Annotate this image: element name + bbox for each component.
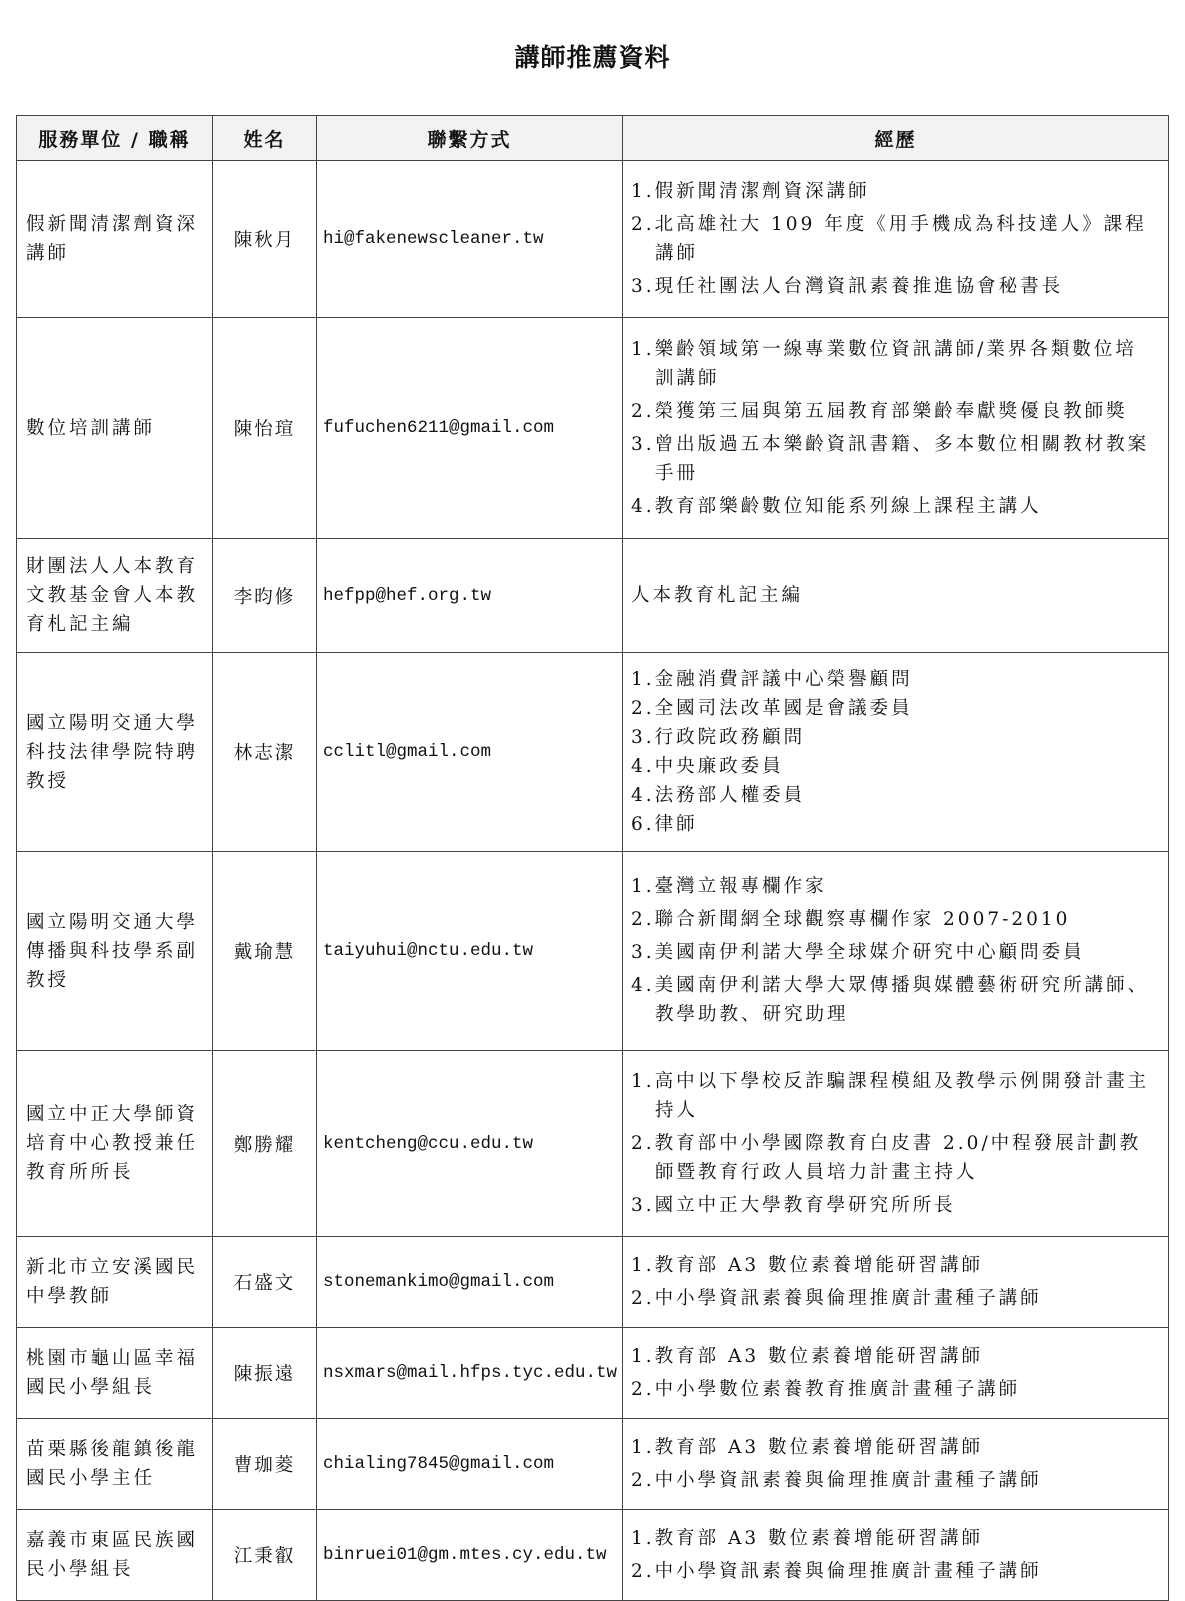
name-cell: 鄭勝耀	[213, 1051, 317, 1237]
experience-item: 2.榮獲第三屆與第五屆教育部樂齡奉獻獎優良教師獎	[631, 400, 1128, 422]
experience-item: 1.假新聞清潔劑資深講師	[631, 180, 870, 202]
table-row	[17, 161, 1169, 318]
unit-cell: 桃園市龜山區幸福國民小學組長	[17, 1328, 213, 1419]
contact-email[interactable]: taiyuhui@nctu.edu.tw	[317, 852, 623, 1051]
name-cell: 戴瑜慧	[213, 852, 317, 1051]
unit-cell: 嘉義市東區民族國民小學組長	[17, 1510, 213, 1601]
name-cell: 曹珈菱	[213, 1419, 317, 1510]
experience-item: 2.全國司法改革國是會議委員	[631, 698, 913, 719]
experience-cell	[623, 318, 1169, 539]
unit-cell: 數位培訓講師	[17, 318, 213, 539]
contact-email[interactable]: kentcheng@ccu.edu.tw	[317, 1051, 623, 1237]
contact-email[interactable]: chialing7845@gmail.com	[317, 1419, 623, 1510]
unit-cell: 新北市立安溪國民中學教師	[17, 1237, 213, 1328]
experience-cell	[623, 539, 1169, 653]
experience-text: 人本教育札記主編	[631, 585, 804, 606]
header-unit: 服務單位 / 職稱	[17, 116, 213, 161]
experience-item: 2.中小學資訊素養與倫理推廣計畫種子講師	[631, 1469, 1042, 1491]
experience-item: 1.金融消費評議中心榮譽顧問	[631, 669, 913, 690]
contact-email[interactable]: hefpp@hef.org.tw	[317, 539, 623, 653]
table-row	[17, 1510, 1169, 1601]
experience-item: 3.曾出版過五本樂齡資訊書籍、多本數位相關教材教案手冊	[631, 433, 1150, 484]
name-cell: 陳振遠	[213, 1328, 317, 1419]
experience-item: 1.教育部 A3 數位素養增能研習講師	[631, 1254, 984, 1276]
experience-item: 4.教育部樂齡數位知能系列線上課程主講人	[631, 495, 1042, 517]
table-row	[17, 852, 1169, 1051]
table-row	[17, 539, 1169, 653]
name-cell: 林志潔	[213, 653, 317, 852]
experience-cell	[623, 1328, 1169, 1419]
experience-item: 3.國立中正大學教育學研究所所長	[631, 1194, 956, 1216]
name-cell: 李昀修	[213, 539, 317, 653]
experience-item: 3.行政院政務顧問	[631, 727, 806, 748]
contact-email[interactable]: nsxmars@mail.hfps.tyc.edu.tw	[317, 1328, 623, 1419]
unit-cell: 國立陽明交通大學科技法律學院特聘教授	[17, 653, 213, 852]
experience-item: 1.教育部 A3 數位素養增能研習講師	[631, 1345, 984, 1367]
experience-item: 2.中小學數位素養教育推廣計畫種子講師	[631, 1378, 1021, 1400]
contact-email[interactable]: binruei01@gm.mtes.cy.edu.tw	[317, 1510, 623, 1601]
name-cell: 江秉叡	[213, 1510, 317, 1601]
experience-cell	[623, 1510, 1169, 1601]
unit-cell: 假新聞清潔劑資深講師	[17, 161, 213, 318]
experience-cell	[623, 852, 1169, 1051]
experience-item: 1.樂齡領域第一線專業數位資訊講師/業界各類數位培訓講師	[631, 338, 1137, 389]
experience-item: 2.中小學資訊素養與倫理推廣計畫種子講師	[631, 1287, 1042, 1309]
experience-cell	[623, 1051, 1169, 1237]
table-row	[17, 1328, 1169, 1419]
unit-cell: 苗栗縣後龍鎮後龍國民小學主任	[17, 1419, 213, 1510]
experience-cell	[623, 1237, 1169, 1328]
contact-email[interactable]: stonemankimo@gmail.com	[317, 1237, 623, 1328]
experience-item: 1.高中以下學校反詐騙課程模組及教學示例開發計畫主持人	[631, 1070, 1150, 1121]
document-title: 講師推薦資料	[514, 43, 671, 72]
experience-cell	[623, 1419, 1169, 1510]
experience-item: 6.律師	[631, 814, 698, 835]
name-cell: 陳秋月	[213, 161, 317, 318]
experience-item: 4.中央廉政委員	[631, 756, 784, 777]
experience-item: 1.教育部 A3 數位素養增能研習講師	[631, 1436, 984, 1458]
table-row	[17, 1237, 1169, 1328]
contact-email[interactable]: hi@fakenewscleaner.tw	[317, 161, 623, 318]
table-header-row	[17, 116, 1169, 161]
experience-item: 3.現任社團法人台灣資訊素養推進協會秘書長	[631, 275, 1064, 297]
experience-item: 4.法務部人權委員	[631, 785, 806, 806]
experience-item: 2.中小學資訊素養與倫理推廣計畫種子講師	[631, 1560, 1042, 1582]
table-row	[17, 653, 1169, 852]
name-cell: 陳怡瑄	[213, 318, 317, 539]
unit-cell: 財團法人人本教育文教基金會人本教育札記主編	[17, 539, 213, 653]
unit-cell: 國立陽明交通大學傳播與科技學系副教授	[17, 852, 213, 1051]
experience-cell	[623, 161, 1169, 318]
header-contact: 聯繫方式	[317, 116, 623, 161]
contact-email[interactable]: fufuchen6211@gmail.com	[317, 318, 623, 539]
experience-cell	[623, 653, 1169, 852]
experience-item: 2.教育部中小學國際教育白皮書 2.0/中程發展計劃教師暨教育行政人員培力計畫主持人	[631, 1132, 1142, 1183]
unit-cell: 國立中正大學師資培育中心教授兼任教育所所長	[17, 1051, 213, 1237]
header-name: 姓名	[213, 116, 317, 161]
name-cell: 石盛文	[213, 1237, 317, 1328]
experience-item: 2.聯合新聞網全球觀察專欄作家 2007-2010	[631, 909, 1071, 930]
experience-item: 1.教育部 A3 數位素養增能研習講師	[631, 1527, 984, 1549]
table-row	[17, 1419, 1169, 1510]
header-experience: 經歷	[623, 116, 1169, 161]
experience-item: 3.美國南伊利諾大學全球媒介研究中心顧問委員	[631, 942, 1085, 963]
experience-item: 1.臺灣立報專欄作家	[631, 876, 827, 897]
lecturer-table	[16, 115, 1169, 1601]
experience-item: 2.北高雄社大 109 年度《用手機成為科技達人》課程講師	[631, 213, 1147, 264]
table-row	[17, 318, 1169, 539]
experience-item: 4.美國南伊利諾大學大眾傳播與媒體藝術研究所講師、教學助教、研究助理	[631, 975, 1150, 1025]
table-row	[17, 1051, 1169, 1237]
contact-email[interactable]: cclitl@gmail.com	[317, 653, 623, 852]
